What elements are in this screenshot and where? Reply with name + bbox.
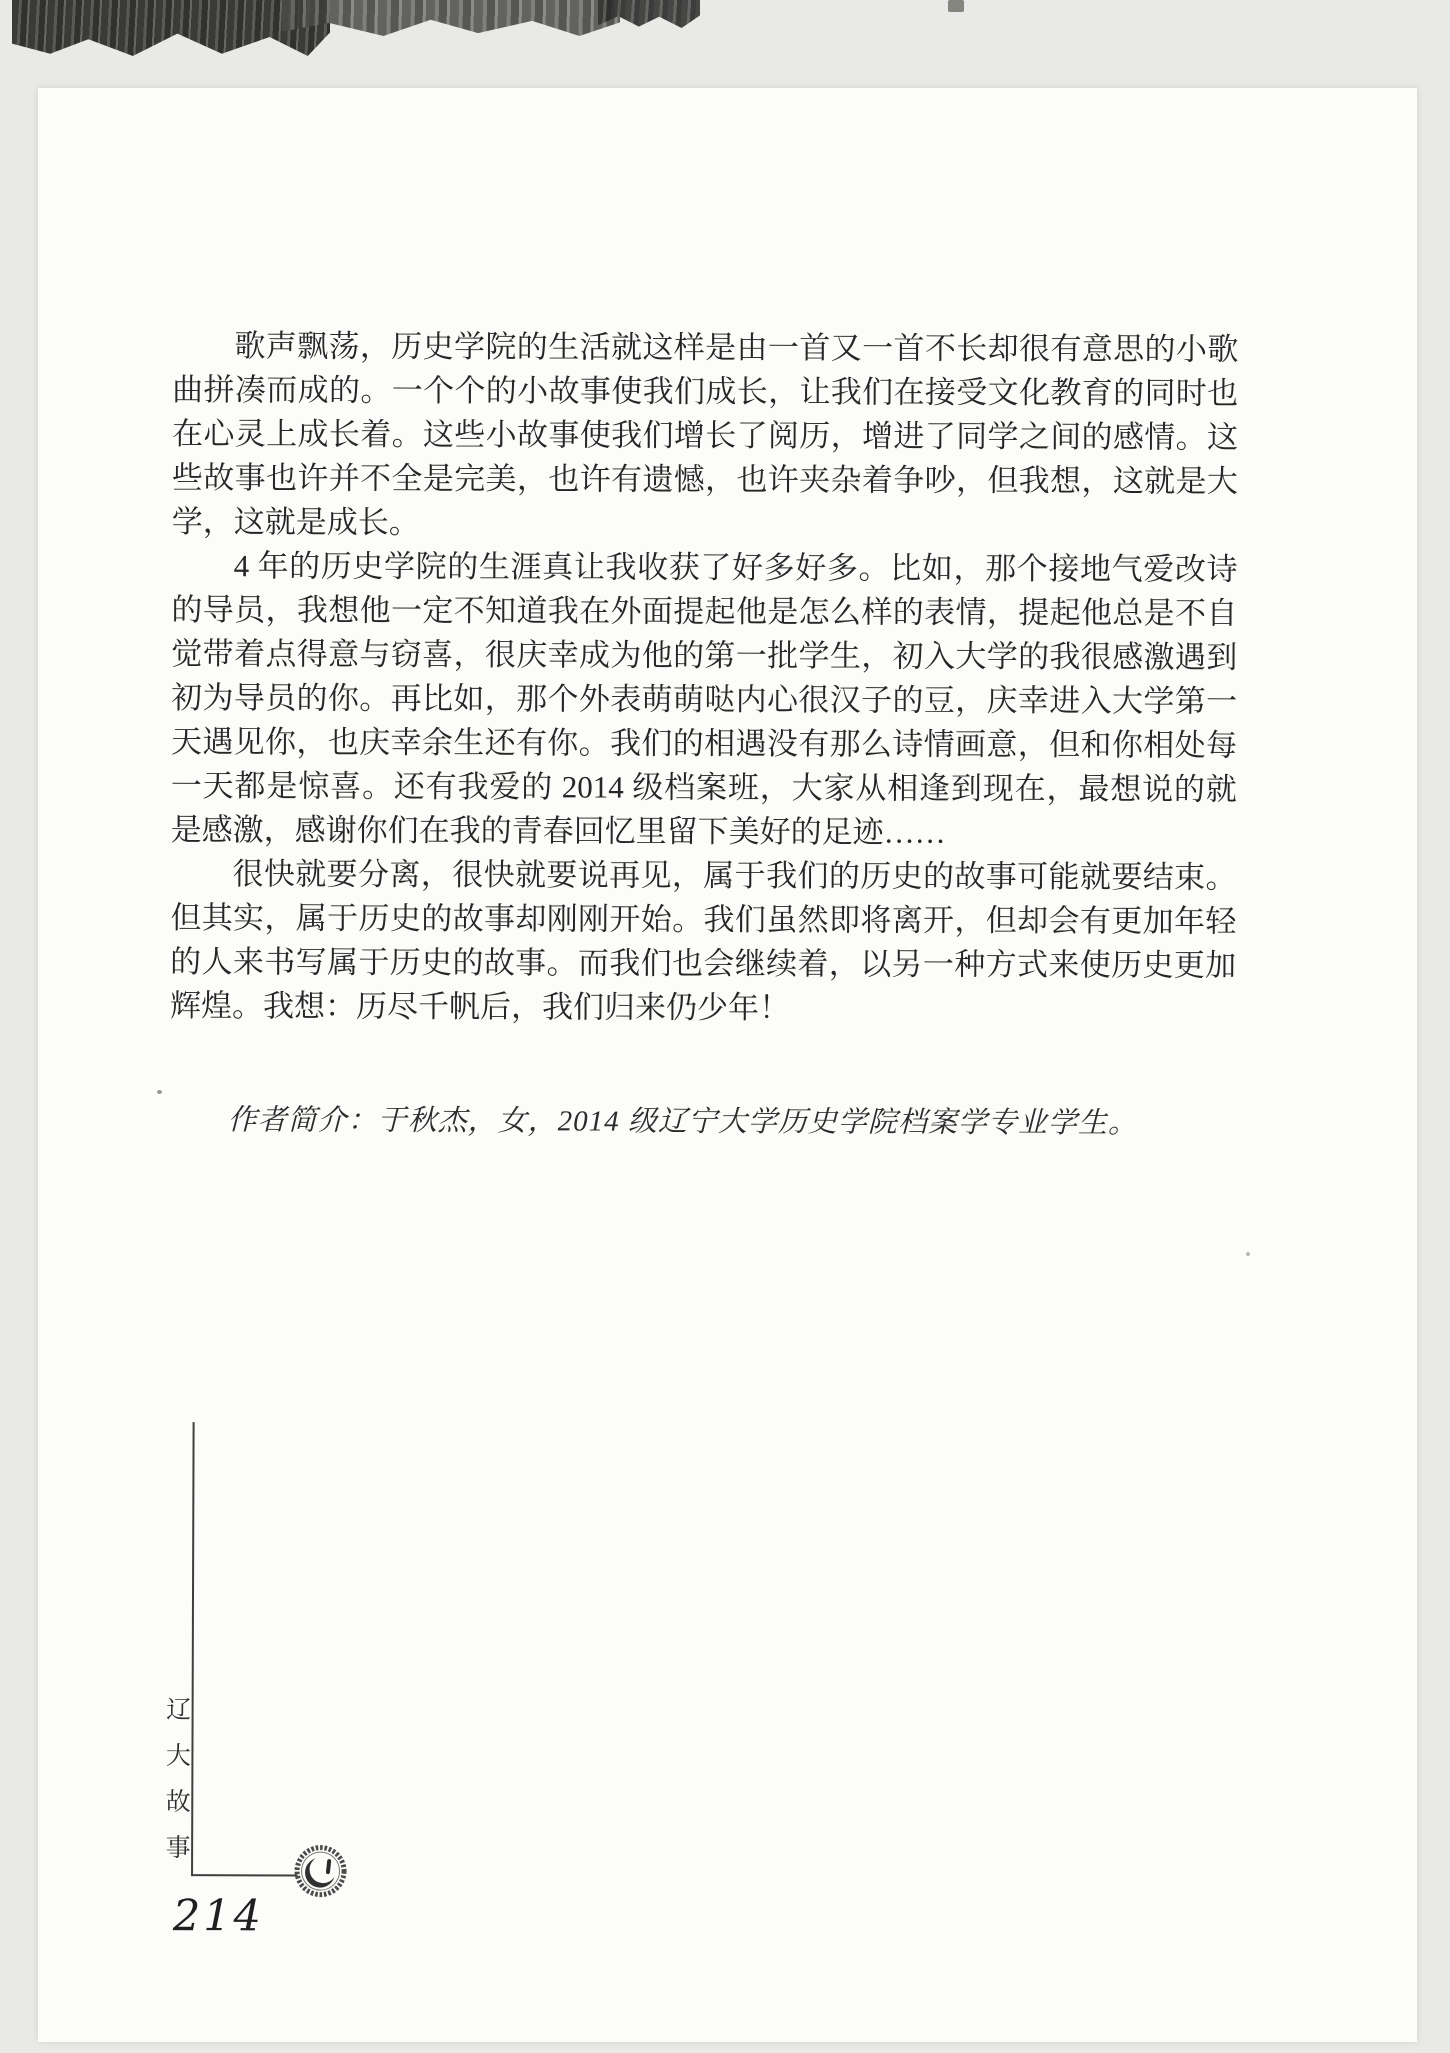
paragraph: 很快就要分离，很快就要说再见，属于我们的历史的故事可能就要结束。但其实，属于历史的故事却刚刚开始。我们虽然即将离开，但却会有更加年轻的人来书写属于历史的故事。而我们也会继续着，以另一种方式来使历史更加辉煌。我想：历尽千帆后，我们归来仍少年！ (170, 856, 1237, 1026)
body-text (170, 324, 1239, 1146)
sidebar-vertical-rule (191, 1422, 195, 1876)
page-number: 214 (172, 1891, 265, 1942)
paragraph: 4 年的历史学院的生涯真让我收获了好多好多。比如，那个接地气爱改诗的导员，我想他一定不知道我在外面提起他是怎么样的表情，提起他总是不自觉带着点得意与窃喜，很庆幸成为他的第一批学生，初入大学的我很感激遇到初为导员的你。再比如，那个外表萌萌哒内心很汉子的豆，庆幸进入大学第一天遇见你，也庆幸余生还有你。我们的相遇没有那么诗情画意，但和你相处每一天都是惊喜。还有我爱的 2014 级档案班，大家从相逢到现在，最想说的就是感激，感谢你们在我的青春回忆里留下美好的足迹…… (170, 548, 1238, 850)
author-bio: 作者简介：于秋杰，女，2014 级辽宁大学历史学院档案学专业学生。 (227, 1104, 1138, 1140)
publisher-seal-icon (293, 1843, 348, 1898)
sidebar-horizontal-rule (191, 1874, 301, 1876)
sidebar-series-title: 辽大故事 (162, 1696, 190, 1881)
paragraph: 歌声飘荡，历史学院的生活就这样是由一首又一首不长却很有意思的小歌曲拼凑而成的。一个个的小故事使我们成长，让我们在接受文化教育的同时也在心灵上成长着。这些小故事使我们增长了阅历，增进了同学之间的感情。这些故事也许并不全是完美，也许有遗憾，也许夹杂着争吵，但我想，这就是大学，这就是成长。 (171, 328, 1239, 540)
